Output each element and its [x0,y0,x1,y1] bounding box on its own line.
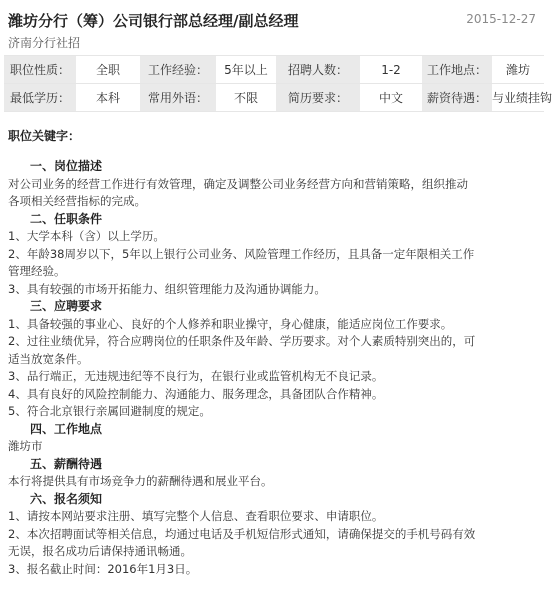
section-line: 2、过往业绩优异，符合应聘岗位的任职条件及年龄、学历要求。对个人素质特别突出的，可 [8,334,476,348]
language-value: 不限 [216,84,276,112]
section-line: 1、请按本网站要求注册、填写完整个人信息、查看职位要求、申请职位。 [8,509,384,523]
section-line: 适当放宽条件。 [8,351,89,366]
section-heading: 五、薪酬待遇 [30,456,103,471]
section-heading: 一、岗位描述 [30,159,103,173]
experience-label: 工作经验： [140,56,216,84]
section-line: 2、本次招聘面试等相关信息，均通过电话及手机短信形式通知，请确保提交的手机号码有效 [8,526,476,541]
section-line: 对公司业务的经营工作进行有效管理，确定及调整公司业务经营方向和营销策略，组织推动 [8,176,468,191]
section-line: 3、具有较强的市场开拓能力、组织管理能力及沟通协调能力。 [8,281,326,296]
location-label: 工作地点： [422,56,492,84]
section-line: 4、具有良好的风险控制能力、沟通能力、服务理念，具备团队合作精神。 [8,386,384,401]
section-heading: 二、任职条件 [30,211,103,226]
language-label: 常用外语： [140,84,216,112]
section-line: 3、报名截止时间：2016年1月3日。 [8,561,198,576]
job-type-label: 职位性质： [4,56,76,84]
education-value: 本科 [76,84,140,112]
job-description [8,126,540,578]
salary-label: 薪资待遇： [422,84,492,112]
section-line: 2、年龄38周岁以下，5年以上银行公司业务、风险管理工作经历，且具备一定年限相关工作 [8,246,475,261]
section-heading: 三、应聘要求 [30,299,103,313]
job-info-table [4,55,552,112]
resume-label: 简历要求： [276,84,360,112]
section-heading: 六、报名须知 [30,491,103,506]
job-type-value: 全职 [76,56,140,84]
job-header [8,8,540,48]
info-row [4,84,544,112]
headcount-value: 1-2 [360,56,422,84]
section-line: 3、品行端正，无违规违纪等不良行为，在银行业或监管机构无不良记录。 [8,369,384,383]
section-line: 无误，报名成功后请保持通讯畅通。 [8,544,192,558]
section-line: 本行将提供具有市场竞争力的薪酬待遇和展业平台。 [8,474,273,488]
education-label: 最低学历： [4,84,76,112]
section-line: 5、符合北京银行亲属回避制度的规定。 [8,404,211,418]
post-date: 2015-12-27 [466,12,536,26]
section-line: 1、大学本科（含）以上学历。 [8,229,165,243]
section-heading: 四、工作地点 [30,421,103,436]
recruitment-type: 济南分行社招 [8,36,81,50]
section-line: 1、具备较强的事业心、良好的个人修养和职业操守，身心健康，能适应岗位工作要求。 [8,316,453,331]
section-line: 各项相关经营指标的完成。 [8,194,146,208]
headcount-label: 招聘人数： [276,56,360,84]
info-row [4,56,544,84]
section-line: 潍坊市 [8,439,43,453]
section-line: 管理经验。 [8,264,66,278]
keywords-heading: 职位关键字： [8,129,81,143]
experience-value: 5年以上 [216,56,276,84]
location-value: 潍坊 [492,56,544,84]
resume-value: 中文 [360,84,422,112]
job-title: 潍坊分行（筹）公司银行部总经理/副总经理 [8,12,299,30]
salary-value: 与业绩挂钩 [492,84,544,112]
